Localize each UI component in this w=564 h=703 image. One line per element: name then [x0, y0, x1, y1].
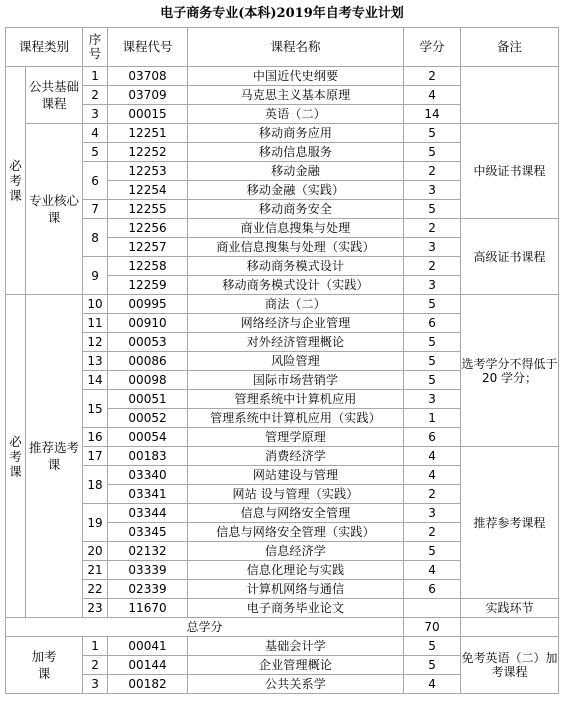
row-code: 00995	[108, 295, 188, 314]
row-code: 03345	[108, 523, 188, 542]
note-recommended-ref: 推荐参考课程	[461, 447, 559, 599]
row-name: 管理学原理	[188, 428, 404, 447]
row-code: 12258	[108, 257, 188, 276]
group-required: 必考课	[6, 67, 26, 295]
row-credit: 6	[404, 314, 461, 333]
table-row	[6, 67, 559, 86]
row-code: 00054	[108, 428, 188, 447]
table-row	[6, 599, 559, 618]
row-code: 03339	[108, 561, 188, 580]
row-credit: 3	[404, 504, 461, 523]
row-credit: 5	[404, 333, 461, 352]
group-elective-required: 必考课	[6, 295, 26, 618]
row-name: 英语（二）	[188, 105, 404, 124]
row-name: 移动商务模式设计（实践）	[188, 276, 404, 295]
row-name: 中国近代史纲要	[188, 67, 404, 86]
header-category: 课程类别	[6, 28, 83, 67]
row-seq: 8	[83, 219, 108, 257]
row-code: 00098	[108, 371, 188, 390]
row-seq: 23	[83, 599, 108, 618]
row-seq: 6	[83, 162, 108, 200]
row-seq: 3	[83, 675, 108, 694]
row-credit: 2	[404, 523, 461, 542]
row-code: 00086	[108, 352, 188, 371]
note-mid-cert: 中级证书课程	[461, 124, 559, 219]
row-code: 02339	[108, 580, 188, 599]
row-code: 00144	[108, 656, 188, 675]
row-code: 03340	[108, 466, 188, 485]
row-name: 公共关系学	[188, 675, 404, 694]
note-empty	[461, 618, 559, 637]
row-credit: 3	[404, 276, 461, 295]
row-name: 移动商务安全	[188, 200, 404, 219]
row-name: 风险管理	[188, 352, 404, 371]
table-row	[6, 447, 559, 466]
total-row	[6, 618, 559, 637]
row-name: 管理系统中计算机应用（实践）	[188, 409, 404, 428]
row-seq: 16	[83, 428, 108, 447]
row-name: 消费经济学	[188, 447, 404, 466]
row-credit: 5	[404, 656, 461, 675]
page-title: 电子商务专业(本科)2019年自考专业计划	[160, 6, 404, 21]
row-seq: 10	[83, 295, 108, 314]
row-code: 00015	[108, 105, 188, 124]
row-name: 信息与网络安全管理（实践）	[188, 523, 404, 542]
row-seq: 9	[83, 257, 108, 295]
row-code: 03708	[108, 67, 188, 86]
row-name: 计算机网络与通信	[188, 580, 404, 599]
row-credit: 6	[404, 580, 461, 599]
row-credit: 6	[404, 428, 461, 447]
row-name: 电子商务毕业论文	[188, 599, 404, 618]
row-credit: 3	[404, 238, 461, 257]
row-code: 12253	[108, 162, 188, 181]
row-credit	[404, 599, 461, 618]
row-code: 00053	[108, 333, 188, 352]
group-public-basic: 公共基础课程	[26, 67, 83, 124]
row-name: 管理系统中计算机应用	[188, 390, 404, 409]
header-seq: 序号	[83, 28, 108, 67]
row-name: 信息化理论与实践	[188, 561, 404, 580]
row-seq: 14	[83, 371, 108, 390]
row-credit: 2	[404, 485, 461, 504]
row-seq: 2	[83, 656, 108, 675]
table-header-row	[6, 28, 559, 67]
row-seq: 7	[83, 200, 108, 219]
row-code: 03344	[108, 504, 188, 523]
row-name: 移动金融（实践）	[188, 181, 404, 200]
note-extra-exempt: 免考英语（二）加考课程	[461, 637, 559, 694]
row-seq: 2	[83, 86, 108, 105]
row-name: 基础会计学	[188, 637, 404, 656]
row-seq: 12	[83, 333, 108, 352]
table-row	[6, 295, 559, 314]
row-name: 商业信息搜集与处理（实践）	[188, 238, 404, 257]
row-credit: 5	[404, 143, 461, 162]
row-name: 企业管理概论	[188, 656, 404, 675]
row-credit: 5	[404, 352, 461, 371]
row-seq: 13	[83, 352, 108, 371]
row-credit: 4	[404, 447, 461, 466]
row-credit: 2	[404, 219, 461, 238]
row-credit: 5	[404, 637, 461, 656]
row-seq: 21	[83, 561, 108, 580]
row-seq: 15	[83, 390, 108, 428]
note-elective-rule: 选考学分不得低于 20 学分；	[461, 295, 559, 447]
row-credit: 4	[404, 86, 461, 105]
table-row	[6, 637, 559, 656]
row-name: 网站建设与管理	[188, 466, 404, 485]
row-code: 00052	[108, 409, 188, 428]
total-credit: 70	[404, 618, 461, 637]
row-name: 商法（二）	[188, 295, 404, 314]
row-credit: 5	[404, 542, 461, 561]
row-code: 00910	[108, 314, 188, 333]
row-name: 网站 设与管理（实践）	[188, 485, 404, 504]
row-name: 商业信息搜集与处理	[188, 219, 404, 238]
row-name: 信息经济学	[188, 542, 404, 561]
row-credit: 4	[404, 561, 461, 580]
row-code: 12255	[108, 200, 188, 219]
row-seq: 22	[83, 580, 108, 599]
row-seq: 4	[83, 124, 108, 143]
group-recommended: 推荐选考课	[26, 295, 83, 618]
row-seq: 20	[83, 542, 108, 561]
row-name: 国际市场营销学	[188, 371, 404, 390]
row-code: 03341	[108, 485, 188, 504]
row-code: 02132	[108, 542, 188, 561]
row-credit: 5	[404, 295, 461, 314]
row-name: 马克思主义基本原理	[188, 86, 404, 105]
row-code: 00041	[108, 637, 188, 656]
row-code: 12256	[108, 219, 188, 238]
header-note: 备注	[461, 28, 559, 67]
header-credit: 学分	[404, 28, 461, 67]
header-name: 课程名称	[188, 28, 404, 67]
table-row	[6, 124, 559, 143]
row-code: 11670	[108, 599, 188, 618]
row-seq: 1	[83, 67, 108, 86]
header-code: 课程代号	[108, 28, 188, 67]
row-credit: 4	[404, 675, 461, 694]
group-core: 专业核心课	[26, 124, 83, 295]
row-name: 网络经济与企业管理	[188, 314, 404, 333]
row-name: 信息与网络安全管理	[188, 504, 404, 523]
note-high-cert: 高级证书课程	[461, 219, 559, 295]
row-code: 00051	[108, 390, 188, 409]
row-credit: 14	[404, 105, 461, 124]
row-credit: 2	[404, 257, 461, 276]
row-name: 移动信息服务	[188, 143, 404, 162]
row-seq: 17	[83, 447, 108, 466]
row-seq: 1	[83, 637, 108, 656]
row-code: 03709	[108, 86, 188, 105]
row-code: 12257	[108, 238, 188, 257]
row-code: 12259	[108, 276, 188, 295]
row-seq: 3	[83, 105, 108, 124]
note-practice: 实践环节	[461, 599, 559, 618]
note-empty	[461, 67, 559, 124]
course-plan-table	[5, 27, 559, 694]
row-name: 移动金融	[188, 162, 404, 181]
row-seq: 19	[83, 504, 108, 542]
row-credit: 5	[404, 200, 461, 219]
row-code: 12252	[108, 143, 188, 162]
row-seq: 18	[83, 466, 108, 504]
table-row	[6, 219, 559, 238]
group-extra: 加考课	[6, 637, 83, 694]
row-seq: 11	[83, 314, 108, 333]
row-credit: 2	[404, 162, 461, 181]
row-code: 12251	[108, 124, 188, 143]
total-label: 总学分	[6, 618, 404, 637]
row-credit: 2	[404, 67, 461, 86]
row-code: 00183	[108, 447, 188, 466]
row-name: 对外经济管理概论	[188, 333, 404, 352]
row-credit: 3	[404, 390, 461, 409]
row-code: 00182	[108, 675, 188, 694]
row-credit: 4	[404, 466, 461, 485]
row-name: 移动商务应用	[188, 124, 404, 143]
row-credit: 1	[404, 409, 461, 428]
row-name: 移动商务模式设计	[188, 257, 404, 276]
row-seq: 5	[83, 143, 108, 162]
row-credit: 3	[404, 181, 461, 200]
row-credit: 5	[404, 371, 461, 390]
row-credit: 5	[404, 124, 461, 143]
row-code: 12254	[108, 181, 188, 200]
